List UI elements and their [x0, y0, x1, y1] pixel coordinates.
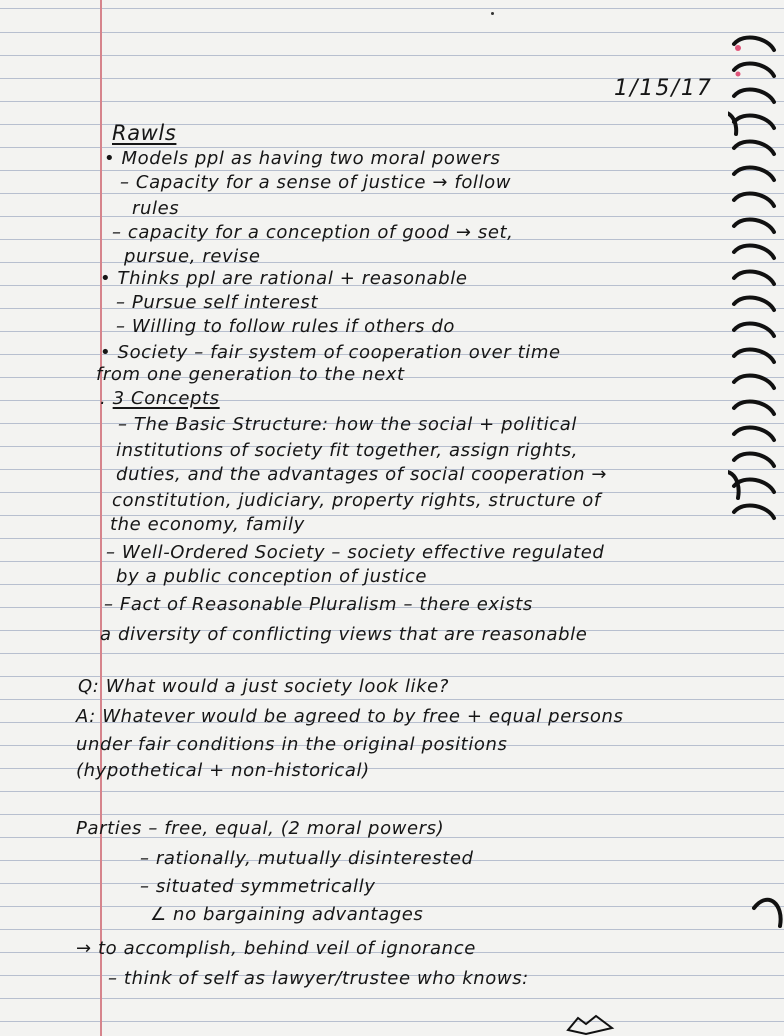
- society-text: Society – fair system of cooperation over time: [117, 342, 561, 363]
- note-line: – capacity for a conception of good → set,: [112, 222, 514, 243]
- note-line: ∠ no bargaining advantages: [150, 904, 424, 925]
- note-line: institutions of society fit together, assign rights,: [116, 440, 579, 461]
- note-line: a diversity of conflicting views that are reasonable: [100, 624, 588, 645]
- pluralism-text: Fact of Reasonable Pluralism – there exists: [119, 594, 533, 615]
- note-line: from one generation to the next: [96, 364, 405, 385]
- note-line: • Society – fair system of cooperation over time: [100, 342, 561, 363]
- well-ordered-text: Well-Ordered Society – society effective regulated: [121, 542, 605, 563]
- note-line: – Capacity for a sense of justice → follow: [120, 172, 512, 193]
- concepts-heading: 3 Concepts: [112, 388, 220, 409]
- note-line: Q: What would a just society look like?: [78, 676, 449, 697]
- note-line: pursue, revise: [124, 246, 261, 267]
- arrow-icon: [566, 1012, 616, 1036]
- ink-dot: [491, 12, 494, 15]
- note-line: – Well-Ordered Society – society effective regulated: [106, 542, 605, 563]
- note-line: – rationally, mutually disinterested: [140, 848, 474, 869]
- note-line: A: Whatever would be agreed to by free + equal persons: [76, 706, 624, 727]
- spiral-binding: [728, 0, 784, 1036]
- note-line: the economy, family: [110, 514, 305, 535]
- basic-structure-text: The Basic Structure: how the social + political: [133, 414, 578, 435]
- note-line: (hypothetical + non-historical): [76, 760, 370, 781]
- note-line: – Willing to follow rules if others do: [116, 316, 456, 337]
- margin-line: [100, 0, 102, 1036]
- note-line: • Thinks ppl are rational + reasonable: [100, 268, 468, 289]
- note-title: Rawls: [112, 121, 177, 145]
- note-line: Parties – free, equal, (2 moral powers): [76, 818, 445, 839]
- note-line: duties, and the advantages of social cooperation →: [116, 464, 608, 485]
- note-line: – Fact of Reasonable Pluralism – there exists: [104, 594, 533, 615]
- note-line: rules: [132, 198, 180, 219]
- note-line: . 3 Concepts: [100, 388, 220, 409]
- note-line: • Models ppl as having two moral powers: [104, 148, 501, 169]
- note-line: – situated symmetrically: [140, 876, 376, 897]
- date-label: 1/15/17: [614, 76, 713, 101]
- note-line: → to accomplish, behind veil of ignorance: [76, 938, 476, 959]
- note-line: under fair conditions in the original positions: [76, 734, 508, 755]
- note-line: – Pursue self interest: [116, 292, 319, 313]
- note-line: by a public conception of justice: [116, 566, 428, 587]
- note-line: constitution, judiciary, property rights, structure of: [112, 490, 601, 511]
- note-line: – think of self as lawyer/trustee who knows:: [108, 968, 529, 989]
- note-line: – The Basic Structure: how the social + political: [118, 414, 578, 435]
